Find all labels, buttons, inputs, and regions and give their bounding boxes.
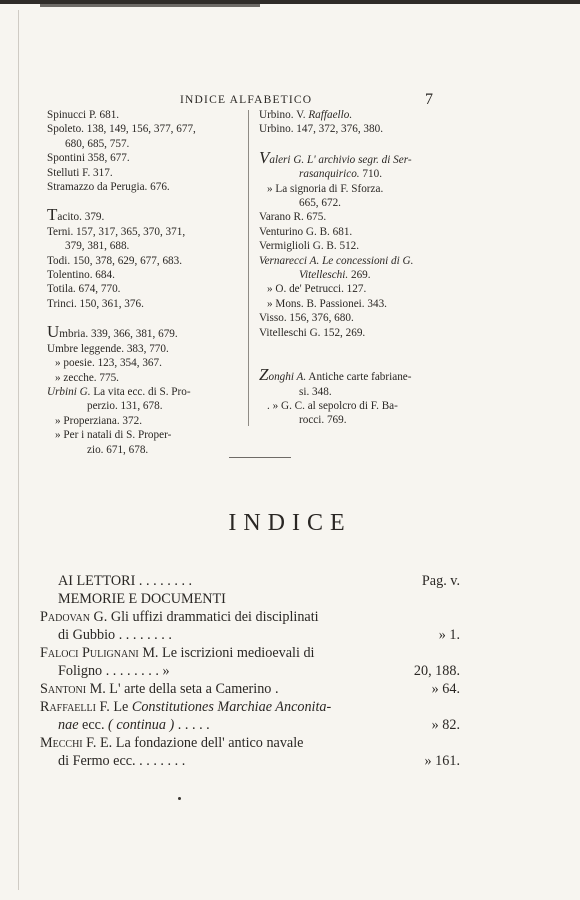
index-subentry-continuation: si. 348.	[299, 385, 332, 398]
index-entry: Vermiglioli G. B. 512.	[259, 240, 360, 253]
toc-author: Faloci Pulignani	[40, 645, 139, 661]
index-entry: Varano R. 675.	[259, 211, 327, 224]
page-number: 7	[425, 91, 433, 108]
index-entry	[47, 385, 237, 399]
drop-letter: Z	[259, 365, 269, 385]
entry-text: Vitelleschi.	[299, 269, 349, 282]
index-column-left	[47, 108, 237, 457]
top-border-light	[40, 4, 260, 7]
index-subentry-continuation: zio. 671, 678.	[87, 443, 149, 456]
index-entry: Stelluti F. 317.	[47, 166, 113, 179]
stray-ink-mark	[178, 797, 181, 800]
toc-title: Foligno . . . . . . . . »	[58, 663, 170, 679]
contents-title: INDICE	[228, 510, 352, 536]
toc-title: di Fermo ecc. . . . . . . .	[58, 753, 186, 769]
drop-letter: V	[259, 147, 270, 167]
toc-page-ref: » 64.	[431, 681, 460, 697]
index-entry: Spontini 358, 677.	[47, 152, 130, 165]
index-subentry-continuation: rocci. 769.	[299, 414, 347, 427]
index-entry: Tolentino. 684.	[47, 269, 115, 282]
index-entry-initial	[259, 147, 459, 167]
index-entry: Vernarecci A. Le concessioni di G.	[259, 254, 414, 267]
toc-entry	[40, 626, 460, 644]
index-subentry-continuation	[259, 167, 459, 181]
toc-entry	[40, 752, 460, 770]
toc-title-italic: nae	[58, 717, 79, 733]
toc-title: M. Le iscrizioni medioevali di	[138, 645, 315, 661]
index-entry	[259, 108, 459, 122]
index-entry: Visso. 156, 376, 680.	[259, 312, 354, 325]
entry-text: Antiche carte fabriane-	[306, 371, 412, 384]
index-entry: Spinucci P. 681.	[47, 109, 120, 121]
toc-title: nae ecc. ( continua ) . . . . .	[58, 717, 210, 733]
entry-text: 710.	[359, 168, 382, 181]
entry-gap	[47, 194, 237, 208]
entry-text: mbria. 339, 366, 381, 679.	[59, 328, 178, 341]
entry-gap	[47, 311, 237, 325]
index-subentry: » poesie. 123, 354, 367.	[55, 357, 162, 370]
binding-edge	[18, 10, 19, 890]
toc-entry	[40, 572, 460, 590]
toc-title: AI LETTORI . . . . . . . .	[58, 573, 193, 589]
index-entry-initial	[259, 365, 459, 385]
section-separator	[229, 457, 291, 458]
index-entry: Terni. 157, 317, 365, 370, 371,	[47, 225, 186, 238]
index-subentry: » O. de' Petrucci. 127.	[267, 283, 367, 296]
author-name: Urbini G.	[47, 385, 91, 398]
toc-title: MEMORIE E DOCUMENTI	[58, 591, 226, 607]
entry-text: onghi A.	[268, 371, 307, 384]
toc-entry	[40, 608, 460, 626]
index-entry: Todi. 150, 378, 629, 677, 683.	[47, 254, 183, 267]
index-subentry-continuation	[259, 268, 459, 282]
toc-page-ref: » 1.	[438, 627, 460, 643]
index-subentry: . » G. C. al sepolcro di F. Ba-	[267, 399, 398, 412]
index-entry-initial	[47, 322, 237, 342]
toc-entry	[40, 698, 460, 716]
index-entry: Stramazzo da Perugia. 676.	[47, 181, 170, 194]
index-entry: Urbino. 147, 372, 376, 380.	[259, 123, 383, 136]
table-of-contents	[40, 572, 460, 770]
toc-title: F. Le Constitutiones Marchiae Anconita-	[95, 699, 332, 715]
toc-page-ref: » 161.	[424, 753, 460, 769]
index-entry: Trinci. 150, 361, 376.	[47, 297, 144, 310]
index-subentry: » Per i natali di S. Proper-	[55, 429, 172, 442]
toc-title: Gli uffizi drammatici dei disciplinati	[107, 609, 319, 625]
index-entry-continuation: 680, 685, 757.	[65, 137, 130, 150]
index-entry-continuation: 379, 381, 688.	[65, 240, 130, 253]
column-divider	[248, 110, 249, 426]
index-entry: Umbre leggende. 383, 770.	[47, 342, 169, 355]
toc-page-ref: » 82.	[431, 717, 460, 733]
index-subentry-continuation: perzio. 131, 678.	[87, 400, 163, 413]
index-entry: Spoleto. 138, 149, 156, 377, 677,	[47, 123, 196, 136]
entry-text: 269.	[348, 269, 371, 282]
drop-letter: T	[47, 205, 58, 225]
entry-text: acito. 379.	[57, 211, 105, 224]
entry-text: rasanquirico.	[299, 168, 360, 181]
toc-page-ref: 20, 188.	[413, 663, 460, 679]
index-subentry: » La signoria di F. Sforza.	[267, 182, 384, 195]
toc-title: F. E. La fondazione dell' antico navale	[82, 735, 304, 751]
toc-entry	[40, 680, 460, 698]
toc-author: Raffaelli	[40, 699, 96, 715]
toc-author: Santoni	[40, 681, 87, 697]
toc-entry	[40, 716, 460, 734]
entry-text: Urbino. V.	[259, 109, 309, 121]
entry-text: aleri G. L' archivio segr. di Ser-	[269, 153, 412, 166]
toc-entry	[40, 662, 460, 680]
index-subentry: » Mons. B. Passionei. 343.	[267, 297, 387, 310]
toc-entry	[40, 590, 460, 608]
index-entry: Vitelleschi G. 152, 269.	[259, 326, 366, 339]
toc-entry	[40, 734, 460, 752]
index-subentry: » zecche. 775.	[55, 371, 119, 384]
toc-entry	[40, 644, 460, 662]
index-subentry: » Properziana. 372.	[55, 414, 142, 427]
running-title: INDICE ALFABETICO	[180, 94, 313, 106]
entry-text: La vita ecc. di S. Pro-	[90, 385, 191, 398]
index-entry: Totila. 674, 770.	[47, 283, 121, 296]
toc-page-ref: Pag. v.	[421, 573, 460, 589]
entry-gap	[259, 137, 459, 151]
toc-title-italic: ( continua )	[108, 717, 175, 733]
drop-letter: U	[47, 322, 60, 342]
toc-author: Padovan G.	[40, 609, 108, 625]
toc-title: M. L' arte della seta a Camerino .	[86, 681, 279, 697]
entry-gap	[259, 340, 459, 354]
entry-gap	[259, 354, 459, 368]
index-column-right	[259, 108, 459, 428]
index-entry: Venturino G. B. 681.	[259, 225, 353, 238]
cross-reference: Raffaello.	[308, 109, 353, 121]
toc-title-italic: Constitutiones Marchiae Anconita-	[131, 699, 332, 715]
index-entry-initial	[47, 205, 237, 225]
toc-title: di Gubbio . . . . . . . .	[58, 627, 172, 643]
toc-author: Mecchi	[40, 735, 83, 751]
page-top-border	[0, 0, 580, 10]
index-subentry-continuation: 665, 672.	[299, 197, 341, 210]
